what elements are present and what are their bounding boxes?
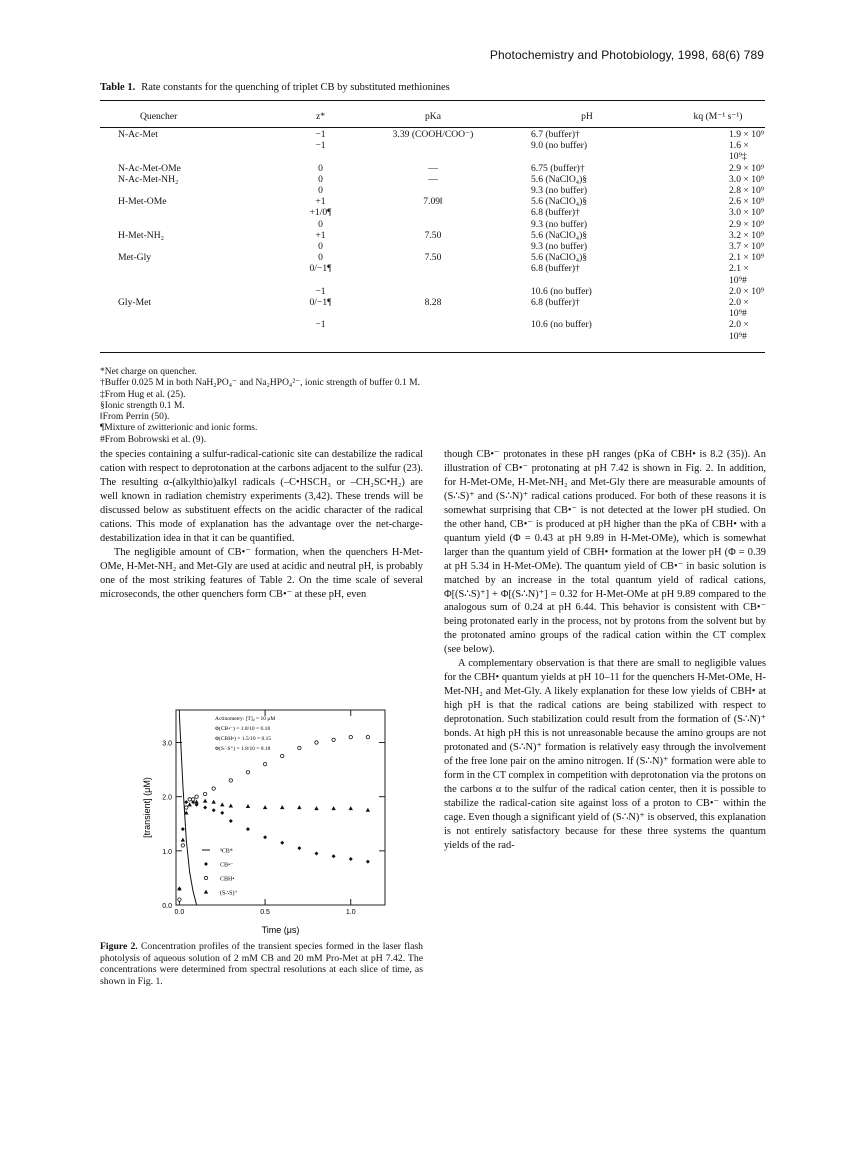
table-footnote: ¶Mixture of zwitterionic and ionic forms. — [100, 423, 258, 434]
data-point — [185, 806, 188, 809]
data-point — [211, 800, 215, 804]
pka-cell — [363, 319, 503, 341]
ph-cell: 5.6 (NaClO₄)§ — [531, 196, 588, 208]
series-line — [179, 715, 196, 905]
col-header-pka: pKa — [425, 111, 441, 122]
charge-cell: 0 — [318, 162, 323, 174]
charge-cell: −1 — [315, 319, 326, 331]
table-row — [100, 163, 765, 174]
y-tick-label: 3.0 — [162, 740, 172, 748]
data-point — [331, 806, 335, 810]
data-point — [181, 844, 184, 847]
quencher-cell: N-Ac-Met-NH₂ — [118, 173, 179, 185]
body-paragraph: the species containing a sulfur-radical-cationic site can destabilize the radical cation with respect to deprotonation at the carbons adjacent to the sulfur (23). The resulting α-(alkylthio)alkyl radicals (–C•HSCH₃ or –CH₂SC•H₂) are well known in radiation chemistry experiments (3,42). These trends will be discussed below as substituent effects on the acidic character of the radical cations. This mode of explanation has the advantage over the net-charge-destabilization idea in that it can be quantified. — [100, 449, 423, 544]
charge-cell: −1 — [315, 129, 326, 140]
table-row — [100, 174, 765, 185]
data-point — [332, 738, 335, 741]
body-paragraph: The negligible amount of CB•⁻ formation, when the quenchers H-Met-OMe, H-Met-NH₂ and Met-Gly are used at acidic and neutral pH, is probably one of the most striking features of Table 2. On the time scale of several microseconds, the other quenchers form CB•⁻ at these pH, even — [100, 546, 423, 600]
charge-cell: 0/−1¶ — [309, 263, 332, 275]
kq-cell: 2.9 × 10⁹ — [729, 218, 765, 230]
data-point — [203, 799, 207, 803]
table-body — [100, 129, 765, 342]
kq-cell: 3.0 × 10⁹ — [729, 173, 765, 185]
ph-cell: 6.8 (buffer)† — [531, 297, 580, 309]
table-top-rule — [100, 100, 765, 101]
data-point — [188, 802, 192, 806]
data-point — [366, 860, 370, 864]
data-point — [195, 795, 198, 798]
quencher-cell: N-Ac-Met — [118, 129, 158, 140]
quencher-cell — [100, 319, 278, 341]
quencher-cell — [100, 207, 278, 218]
data-point — [229, 803, 233, 807]
figure-caption-text: Concentration profiles of the transient species formed in the laser flash photolysis of aqueous solution of 2 mM CB and 20 mM Pro-Met at pH 7.42. The concentrations were determined from spectral resolutions at each slice of time, as shown in Fig. 1. — [100, 941, 424, 987]
ph-cell: 5.6 (NaClO₄)§ — [531, 229, 588, 241]
table-label: Table 1. — [100, 82, 136, 93]
data-point — [314, 806, 318, 810]
pka-cell: 7.50 — [424, 252, 442, 264]
charge-cell: 0 — [318, 252, 323, 264]
quencher-cell — [100, 263, 278, 285]
data-point — [181, 827, 185, 831]
data-point — [349, 806, 353, 810]
quencher-cell — [100, 219, 278, 230]
legend-label: CBH• — [220, 876, 235, 883]
table-row — [100, 219, 765, 230]
body-paragraph: though CB•⁻ protonates in these pH ranges (pKa of CBH• is 8.2 (35)). An illustration of CB•⁻ protonating at pH 7.42 is shown in Fig. 2. In addition, for H-Met-OMe, H-Met-NH₂ and Met-Gly there are measurable amounts of (S∴S)⁺ and (S∴N)⁺ radical cations produced. For both of these reasons it is somewhat surprising that CB•⁻ is not detected at the lower pH studied. On the other hand, CB•⁻ is produced at pH higher than the pKa of CBH• with a quantum yield (Φ = 0.43 at pH 9.89 in H-Met-OMe), which is somewhat larger than the quantum yield of CBH• formation at the lower pH (Φ = 0.39 at pH 5.34 in H-Met-OMe). The quantum yield of CB•⁻ in basic solution is matched by an increase in the total quantum yield of radical cations, Φ[(S∴S)⁺] + Φ[(S∴N)⁺] = 0.32 for H-Met-OMe at pH 9.89 compared to the analogous sum of 0.24 at pH 6.44. This behavior is consistent with CB•⁻ being protonated early in the process, not by protons from the solvent but by the protonated amino groups of the radical cation within the CT complex (see below). — [444, 449, 766, 656]
data-point — [332, 854, 336, 858]
ph-cell: 9.0 (no buffer) — [531, 140, 588, 152]
pka-cell: 8.28 — [424, 297, 442, 309]
kq-cell: 1.6 × 10⁹‡ — [729, 140, 749, 163]
table-row — [100, 140, 765, 162]
data-point — [229, 819, 233, 823]
data-point — [263, 835, 267, 839]
ph-cell: 9.3 (no buffer) — [531, 185, 588, 197]
data-point — [204, 890, 208, 894]
pka-cell — [363, 263, 503, 285]
data-point — [280, 841, 284, 845]
data-point — [178, 898, 181, 901]
table-footnote: ‡From Hug et al. (25). — [100, 389, 186, 400]
data-point — [220, 802, 224, 806]
figure-caption — [100, 941, 423, 987]
data-point — [314, 852, 318, 856]
table-row — [100, 241, 765, 252]
charge-cell: +1 — [315, 196, 326, 208]
right-column-text — [444, 448, 766, 853]
data-point — [263, 805, 267, 809]
figure-annotation: Actinometry: [T]₀ = 10 μM — [215, 716, 276, 722]
body-paragraph: A complementary observation is that there are small to negligible values for the CBH• quantum yields at pH 10–11 for the quenchers H-Met-OMe, H-Met-NH₂ and Met-Gly. A likely explanation for these low yields of CBH• at high pH is that the radical cations are being stabilized with respect to deprotonation. Such stabilization could result from the formation of (S∴N)⁺ bonds. At high pH this is not unreasonable because the amino groups are not protonated and (S∴N)⁺ formation is relatively easy through the involvement of the free lone pair on the amino nitrogen. If (S∴N)⁺ formation were able to form in the CT complex in competition with deprotonation via the protons on the carbons α to the sulfur of the radical cation center, then it is possible to stabilize the radical-cation site against loss of a proton to CB•⁻ within the cage. Even though a significant yield of (S∴N)⁺ is observed, this explanation is not entirely satisfactory because for these three systems the quantum yields of the rad- — [444, 658, 766, 851]
data-point — [188, 798, 191, 801]
quencher-cell — [100, 286, 278, 297]
data-point — [349, 857, 353, 861]
charge-cell: −1 — [315, 140, 326, 152]
data-point — [212, 787, 215, 790]
pka-cell: — — [428, 173, 438, 185]
table-caption-text: Rate constants for the quenching of triplet CB by substituted methionines — [141, 82, 450, 93]
ph-cell: 9.3 (no buffer) — [531, 241, 588, 253]
kq-cell: 2.1 × 10⁹# — [729, 263, 749, 286]
table-footnotes — [100, 367, 420, 446]
data-point — [229, 779, 232, 782]
ph-cell: 10.6 (no buffer) — [531, 319, 592, 331]
charge-cell: 0 — [318, 241, 323, 253]
kq-cell: 3.0 × 10⁹ — [729, 207, 765, 219]
kq-cell: 2.0 × 10⁹# — [729, 319, 749, 342]
data-point — [191, 798, 194, 801]
kq-cell: 2.6 × 10⁹ — [729, 196, 765, 208]
y-tick-label: 2.0 — [162, 794, 172, 802]
ph-cell: 9.3 (no buffer) — [531, 218, 588, 230]
table-row — [100, 129, 765, 140]
table-footnote: §Ionic strength 0.1 M. — [100, 400, 185, 411]
table-row — [100, 185, 765, 196]
kq-cell: 3.7 × 10⁹ — [729, 241, 765, 253]
charge-cell: −1 — [315, 285, 326, 297]
data-point — [246, 804, 250, 808]
pka-cell: — — [428, 162, 438, 174]
figure-annotation: Φ(CB•⁻) = 1.8/10 = 0.18 — [215, 726, 271, 732]
table-footnote: ‖From Perrin (50). — [100, 412, 170, 423]
concentration-chart — [100, 700, 423, 940]
quencher-cell: H-Met-NH₂ — [118, 229, 164, 241]
plot-frame — [176, 710, 385, 905]
data-point — [366, 808, 370, 812]
quencher-cell — [100, 140, 278, 162]
pka-cell — [363, 185, 503, 196]
charge-cell: 0 — [318, 218, 323, 230]
table-caption — [100, 82, 450, 93]
table-bottom-rule — [100, 352, 765, 353]
table-row — [100, 230, 765, 241]
table-row — [100, 286, 765, 297]
data-point — [315, 741, 318, 744]
legend-label: (S∴S)⁺ — [220, 890, 238, 897]
table-footnote: †Buffer 0.025 M in both NaH₂PO₄⁻ and Na₂HPO₄²⁻, ionic strength of buffer 0.1 M. — [100, 378, 420, 389]
ph-cell: 6.8 (buffer)† — [531, 263, 580, 275]
pka-cell: 3.39 (COOH/COO⁻) — [392, 129, 474, 140]
y-tick-label: 0.0 — [162, 903, 172, 910]
quencher-cell — [100, 241, 278, 252]
figure-annotation: Φ(CBH•) = 1.5/10 = 0.15 — [215, 736, 272, 742]
ph-cell: 5.6 (NaClO₄)§ — [531, 173, 588, 185]
pka-cell: 7.50 — [424, 229, 442, 241]
data-point — [280, 805, 284, 809]
table-row — [100, 207, 765, 218]
data-point — [203, 806, 207, 810]
ph-cell: 6.7 (buffer)† — [531, 129, 580, 140]
kq-cell: 2.0 × 10⁹# — [729, 297, 749, 320]
y-tick-label: 1.0 — [162, 848, 172, 856]
data-point — [263, 762, 266, 765]
data-point — [204, 862, 208, 866]
x-tick-label: 0.5 — [260, 909, 270, 916]
ph-cell: 6.8 (buffer)† — [531, 207, 580, 219]
table-row — [100, 196, 765, 207]
kq-cell: 2.9 × 10⁹ — [729, 162, 765, 174]
data-point — [204, 876, 207, 879]
data-point — [181, 838, 185, 842]
left-column-text — [100, 448, 423, 601]
pka-cell: 7.09‖ — [423, 196, 443, 208]
pka-cell — [363, 140, 503, 162]
data-point — [184, 800, 188, 804]
table-footnote: #From Bobrowski et al. (9). — [100, 434, 207, 445]
running-header: Photochemistry and Photobiology, 1998, 68(6) 789 — [489, 48, 764, 62]
data-point — [298, 746, 301, 749]
figure-annotation: Φ(S∴S⁺) = 1.8/10 = 0.18 — [215, 746, 271, 752]
data-point — [297, 805, 301, 809]
kq-cell: 3.2 × 10⁹ — [729, 229, 765, 241]
col-header-quencher: Quencher — [140, 111, 178, 122]
data-point — [212, 808, 216, 812]
table-footnote: *Net charge on quencher. — [100, 367, 197, 377]
kq-cell: 1.9 × 10⁹ — [729, 129, 765, 140]
pka-cell — [363, 219, 503, 230]
charge-cell: 0 — [318, 173, 323, 185]
legend-label: ³CB* — [220, 848, 233, 855]
table-row — [100, 319, 765, 341]
quencher-cell: Gly-Met — [118, 297, 152, 309]
data-point — [349, 735, 352, 738]
rate-constants-table — [100, 108, 765, 342]
ph-cell: 6.75 (buffer)† — [531, 162, 585, 174]
data-point — [246, 771, 249, 774]
col-header-ph: pH — [581, 111, 593, 122]
table-row — [100, 297, 765, 319]
col-header-z: z* — [315, 111, 326, 122]
data-point — [246, 827, 250, 831]
charge-cell: 0/−1¶ — [309, 297, 332, 309]
quencher-cell — [100, 185, 278, 196]
x-tick-label: 1.0 — [345, 909, 356, 916]
col-header-kq: kq (M⁻¹ s⁻¹) — [693, 111, 743, 122]
data-point — [281, 754, 284, 757]
figure-label: Figure 2. — [100, 941, 138, 952]
x-axis-label: Time (μs) — [261, 925, 300, 935]
legend-label: CB•⁻ — [220, 862, 234, 869]
ph-cell: 10.6 (no buffer) — [531, 285, 592, 297]
data-point — [220, 811, 224, 815]
quencher-cell: H-Met-OMe — [118, 196, 167, 208]
data-point — [297, 846, 301, 850]
pka-cell — [363, 286, 503, 297]
charge-cell: +1/0¶ — [309, 207, 332, 219]
data-point — [366, 735, 369, 738]
kq-cell: 2.8 × 10⁹ — [729, 185, 765, 197]
table-row — [100, 252, 765, 263]
table-row — [100, 263, 765, 285]
table-header — [100, 108, 765, 129]
figure-2 — [100, 700, 423, 940]
x-tick-label: 0.0 — [174, 909, 185, 916]
y-axis-label: [transient] (μM) — [142, 777, 152, 838]
pka-cell — [363, 207, 503, 218]
quencher-cell: Met-Gly — [118, 252, 152, 264]
quencher-cell: N-Ac-Met-OMe — [118, 162, 181, 174]
kq-cell: 2.1 × 10⁹ — [729, 252, 765, 264]
charge-cell: 0 — [318, 185, 323, 197]
pka-cell — [363, 241, 503, 252]
ph-cell: 5.6 (NaClO₄)§ — [531, 252, 588, 264]
kq-cell: 2.0 × 10⁹ — [729, 285, 765, 297]
data-point — [203, 792, 206, 795]
charge-cell: +1 — [315, 229, 326, 241]
